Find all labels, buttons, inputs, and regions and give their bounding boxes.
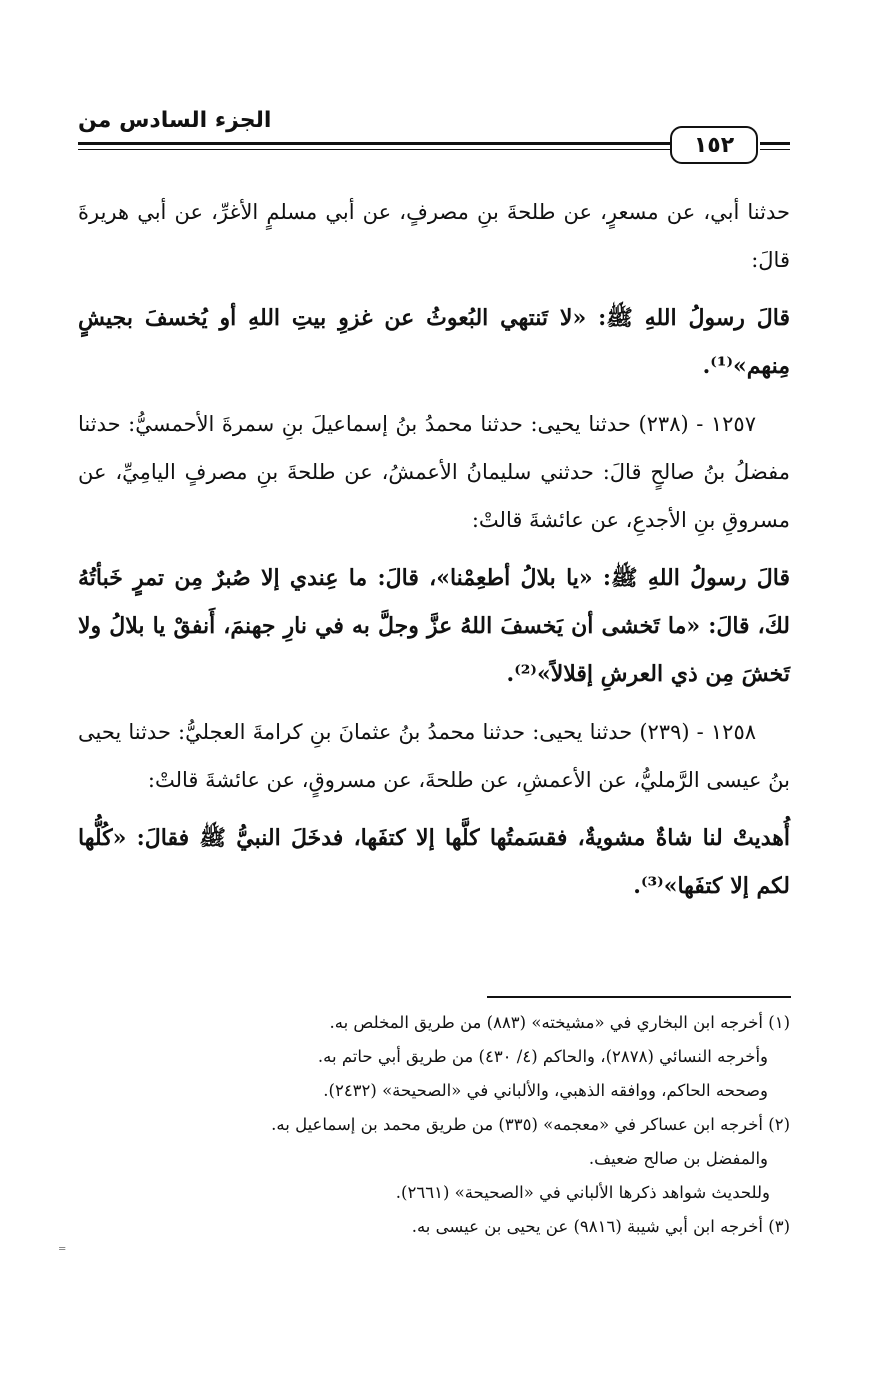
header-rule-thick — [78, 142, 670, 145]
header-rule-right-thin — [760, 149, 790, 150]
footnotes — [110, 1006, 790, 1244]
page-number: ١٥٢ — [670, 126, 758, 164]
footnote-line: وللحديث شواهد ذكرها الألباني في «الصحيحة» (٢٦٦١). — [395, 1183, 770, 1202]
paragraph: حدثنا أبي، عن مسعرٍ، عن طلحةَ بنِ مصرفٍ، عن أبي مسلمٍ الأغرِّ، عن أبي هريرةَ قالَ: — [78, 200, 790, 272]
page-header — [78, 104, 790, 174]
footnote-line: وأخرجه النسائي (٢٨٧٨)، والحاكم (٤/ ٤٣٠) من طريق أبي حاتم به. — [317, 1047, 768, 1066]
hadith-text: أُهديتْ لنا شاةٌ مشويةٌ، فقسَمتُها كلَّها إلا كتفَها، فدخَلَ النبيُّ ﷺ فقالَ: «كُلُّها لكم إلا كتفَها»⁽³⁾. — [78, 825, 790, 899]
footnote-line: وصححه الحاكم، ووافقه الذهبي، والألباني في «الصحيحة» (٢٤٣٢). — [323, 1081, 768, 1100]
hadith-text: قالَ رسولُ اللهِ ﷺ: «لا تَنتهي البُعوثُ عن غزوِ بيتِ اللهِ أو يُخسفَ بجيشٍ مِنهم»⁽¹⁾. — [78, 305, 790, 379]
footnote-line: والمفضل بن صالح ضعيف. — [588, 1149, 768, 1168]
main-text — [78, 188, 790, 920]
paragraph: ١٢٥٧ - (٢٣٨) حدثنا يحيى: حدثنا محمدُ بنُ إسماعيلَ بنِ سمرةَ الأحمسيُّ: حدثنا مفضلُ بنُ صالحٍ قالَ: حدثني سليمانُ الأعمشُ، عن طلحةَ بنِ مصرفٍ اليامِيِّ، عن مسروقِ بنِ الأجدعِ، عن عائشةَ قالتْ: — [78, 412, 790, 532]
hadith-text: قالَ رسولُ اللهِ ﷺ: «يا بلالُ أطعِمْنا»، قالَ: ما عِندي إلا صُبرٌ مِن تمرٍ خَبأتُهُ لكَ، قالَ: «ما تَخشى أن يَخسفَ اللهُ عزَّ وجلَّ به في نارِ جهنمَ، أَنفقْ يا بلالُ ولا تَخشَ مِن ذي العرشِ إقلالاً»⁽²⁾. — [78, 565, 790, 687]
running-title: الجزء السادس من — [78, 108, 272, 133]
footnote-line: (٣) أخرجه ابن أبي شيبة (٩٨١٦) عن يحيى بن عيسى به. — [411, 1217, 790, 1236]
footnote-line: (٢) أخرجه ابن عساكر في «معجمه» (٣٣٥) من طريق محمد بن إسماعيل به. — [271, 1115, 790, 1134]
footnote-line: (١) أخرجه ابن البخاري في «مشيخته» (٨٨٣) من طريق المخلص به. — [329, 1013, 790, 1032]
header-rule-right — [760, 142, 790, 145]
footnote-separator — [487, 996, 791, 998]
header-rule-thin — [78, 149, 670, 150]
margin-mark: = — [58, 1244, 67, 1255]
paragraph: ١٢٥٨ - (٢٣٩) حدثنا يحيى: حدثنا محمدُ بنُ عثمانَ بنِ كرامةَ العجليُّ: حدثنا يحيى بنُ عيسى الرَّمليُّ، عن الأعمشِ، عن طلحةَ، عن مسروقٍ، عن عائشةَ قالتْ: — [78, 720, 790, 792]
